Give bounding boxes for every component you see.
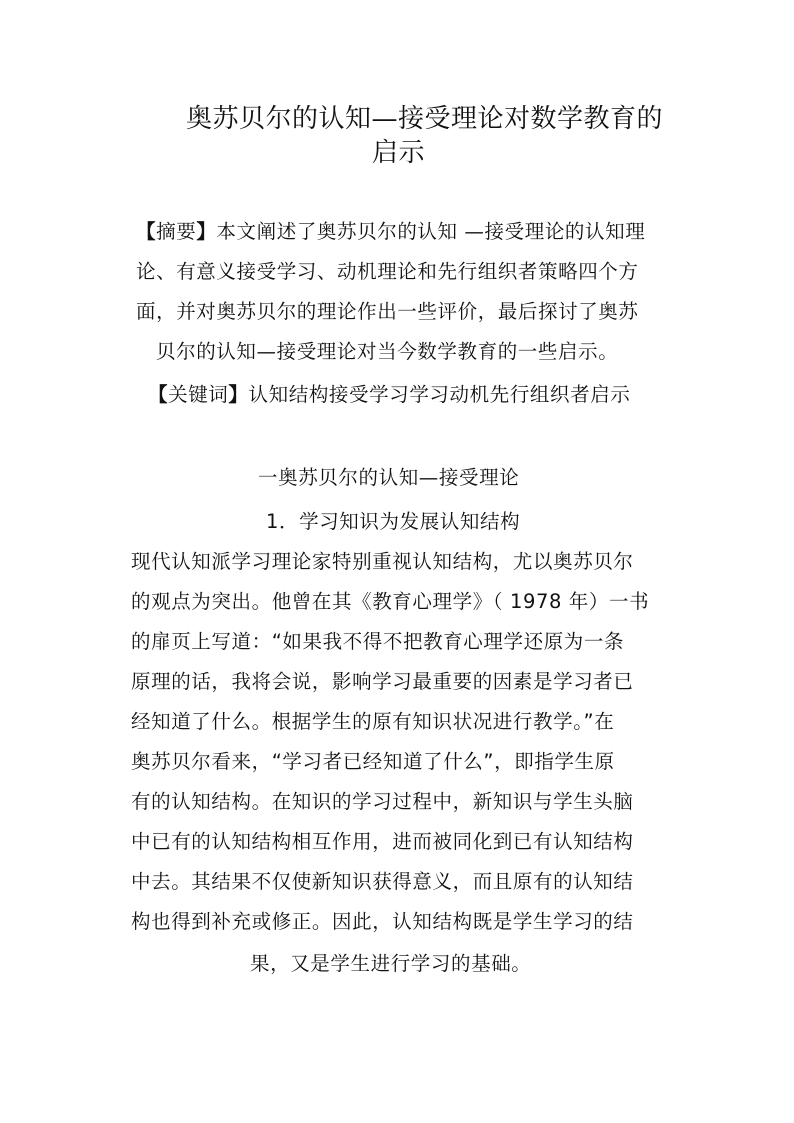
abstract-text: 本文阐述了奥苏贝尔的认知 —接受理论的认知理: [216, 220, 646, 243]
document-title-line-1: 奥苏贝尔的认知—接受理论对数学教育的: [186, 104, 664, 134]
keywords-label-open-bracket: 【: [148, 383, 169, 406]
abstract-line-2: 论、有意义接受学习、动机理论和先行组织者策略四个方: [136, 260, 639, 283]
paragraph-line: 有的认知结构。在知识的学习过程中，新知识与学生头脑: [131, 790, 634, 813]
abstract-line-1: [136, 218, 645, 246]
document-title-line-2: 启示: [372, 138, 426, 168]
paragraph-line: 现代认知派学习理论家特别重视认知结构，尤以奥苏贝尔: [131, 550, 634, 573]
keywords-label-close-bracket: 】: [228, 383, 249, 406]
paragraph-line: 中已有的认知结构相互作用，进而被同化到已有认知结构: [131, 830, 634, 853]
paragraph-line: 构也得到补充或修正。因此，认知结构既是学生学习的结: [131, 910, 634, 933]
keywords-label: 关键词: [168, 383, 229, 406]
keywords-line: [148, 381, 630, 409]
section-heading: 一奥苏贝尔的认知—接受理论: [258, 466, 520, 489]
section-subheading: 1．学习知识为发展认知结构: [266, 510, 521, 533]
abstract-label-close-bracket: 】: [196, 220, 217, 243]
paragraph-line: 中去。其结果不仅使新知识获得意义，而且原有的认知结: [131, 870, 634, 893]
paragraph-line: 的扉页上写道：“如果我不得不把教育心理学还原为一条: [131, 630, 625, 653]
paragraph-line: 原理的话，我将会说，影响学习最重要的因素是学习者已: [131, 670, 634, 693]
keywords-text: 认知结构接受学习学习动机先行组织者启示: [248, 383, 631, 406]
paragraph-line: 的观点为突出。他曾在其《教育心理学》（ 1978 年）一书: [131, 590, 650, 613]
abstract-label: 摘要: [156, 220, 197, 243]
abstract-label-open-bracket: 【: [136, 220, 157, 243]
abstract-line-4: 贝尔的认知—接受理论对当今数学教育的一些启示。: [156, 340, 619, 363]
paragraph-line: 经知道了什么。根据学生的原有知识状况进行教学。”在: [131, 710, 615, 733]
paragraph-line: 奥苏贝尔看来，“学习者已经知道了什么”，即指学生原: [131, 750, 615, 773]
paragraph-line: 果，又是学生进行学习的基础。: [250, 952, 532, 975]
abstract-line-3: 面，并对奥苏贝尔的理论作出一些评价，最后探讨了奥苏: [136, 300, 639, 323]
